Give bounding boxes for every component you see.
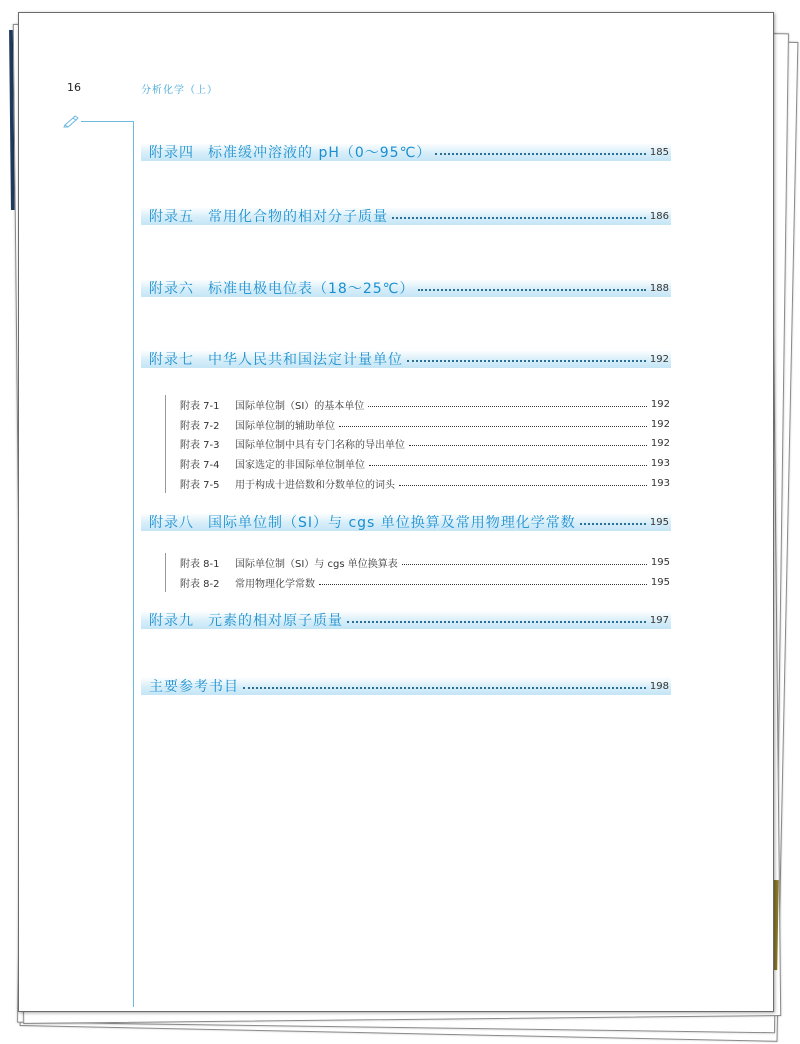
entry-title: 主要参考书目 [149, 679, 239, 695]
page-number: 16 [67, 81, 81, 94]
toc-sub-entry[interactable] [166, 553, 672, 573]
entry-number: 附录七 [149, 352, 194, 368]
toc-entry-appendix-7[interactable] [141, 350, 671, 368]
sub-entry-title: 国际单位制（SI）的基本单位 [235, 401, 365, 413]
sub-entry-page: 195 [650, 576, 670, 588]
sub-entry-number: 附表 7-2 [180, 420, 220, 432]
leader-dots [368, 406, 647, 407]
entry-title: 标准缓冲溶液的 pH（0～95℃） [208, 145, 432, 161]
entry-title: 标准电极电位表（18～25℃） [208, 281, 415, 297]
entry-page: 195 [649, 516, 669, 528]
sub-entry-title: 国际单位制的辅助单位 [235, 420, 335, 432]
toc-entry-references[interactable] [141, 677, 671, 695]
toc-sub-entry[interactable] [166, 434, 672, 454]
toc-sub-entry[interactable] [166, 473, 672, 493]
sub-entry-title: 常用物理化学常数 [235, 578, 315, 590]
sub-entry-page: 192 [650, 438, 670, 450]
pencil-icon [63, 114, 81, 128]
entry-page: 186 [649, 210, 669, 222]
document-page [18, 12, 774, 1012]
sub-entry-page: 195 [650, 557, 670, 569]
entry-number: 附录五 [149, 209, 194, 225]
toc-entry-appendix-8[interactable] [141, 513, 671, 531]
sub-entry-title: 国家选定的非国际单位制单位 [235, 460, 365, 472]
toc-sub-entry[interactable] [166, 395, 672, 415]
toc-entry-appendix-9[interactable] [141, 611, 671, 629]
sub-entry-group-7 [165, 395, 672, 493]
entry-number: 附录八 [149, 515, 194, 531]
sub-entry-page: 192 [650, 418, 670, 430]
leader-dots [347, 621, 646, 623]
sub-entry-title: 国际单位制中具有专门名称的导出单位 [235, 440, 405, 452]
leader-dots [409, 445, 647, 446]
toc-entry-appendix-5[interactable] [141, 207, 671, 225]
sub-entry-number: 附表 8-1 [180, 559, 220, 571]
sub-entry-page: 192 [650, 399, 670, 411]
decorative-rule [133, 121, 134, 1007]
leader-dots [392, 217, 646, 219]
leader-dots [580, 523, 646, 525]
leader-dots [402, 564, 647, 565]
leader-dots [418, 289, 646, 291]
sub-entry-number: 附表 7-1 [180, 401, 220, 413]
leader-dots [399, 485, 647, 486]
entry-number: 附录四 [149, 145, 194, 161]
sub-entry-number: 附表 8-2 [180, 578, 220, 590]
sub-entry-page: 193 [650, 458, 670, 470]
entry-page: 185 [649, 146, 669, 158]
toc-sub-entry[interactable] [166, 415, 672, 435]
sub-entry-title: 用于构成十进倍数和分数单位的词头 [235, 479, 395, 491]
toc-entry-appendix-6[interactable] [141, 279, 671, 297]
entry-title: 元素的相对原子质量 [208, 613, 343, 629]
entry-page: 198 [649, 680, 669, 692]
decorative-rule [81, 121, 133, 122]
entry-title: 中华人民共和国法定计量单位 [208, 352, 403, 368]
leader-dots [243, 687, 646, 689]
entry-page: 188 [649, 282, 669, 294]
entry-number: 附录九 [149, 613, 194, 629]
toc-sub-entry[interactable] [166, 573, 672, 593]
sub-entry-number: 附表 7-4 [180, 460, 220, 472]
sub-entry-title: 国际单位制（SI）与 cgs 单位换算表 [235, 559, 398, 571]
leader-dots [339, 426, 647, 427]
toc-sub-entry[interactable] [166, 454, 672, 474]
toc-entry-appendix-4[interactable] [141, 143, 671, 161]
entry-page: 192 [649, 353, 669, 365]
sub-entry-group-8 [165, 553, 672, 592]
leader-dots [319, 584, 647, 585]
leader-dots [435, 153, 646, 155]
running-head: 分析化学（上） [141, 85, 218, 96]
entry-title: 常用化合物的相对分子质量 [208, 209, 388, 225]
entry-title: 国际单位制（SI）与 cgs 单位换算及常用物理化学常数 [208, 515, 576, 531]
sub-entry-number: 附表 7-5 [180, 479, 220, 491]
entry-page: 197 [649, 614, 669, 626]
sub-entry-number: 附表 7-3 [180, 440, 220, 452]
leader-dots [369, 465, 647, 466]
leader-dots [407, 360, 646, 362]
entry-number: 附录六 [149, 281, 194, 297]
sub-entry-page: 193 [650, 477, 670, 489]
